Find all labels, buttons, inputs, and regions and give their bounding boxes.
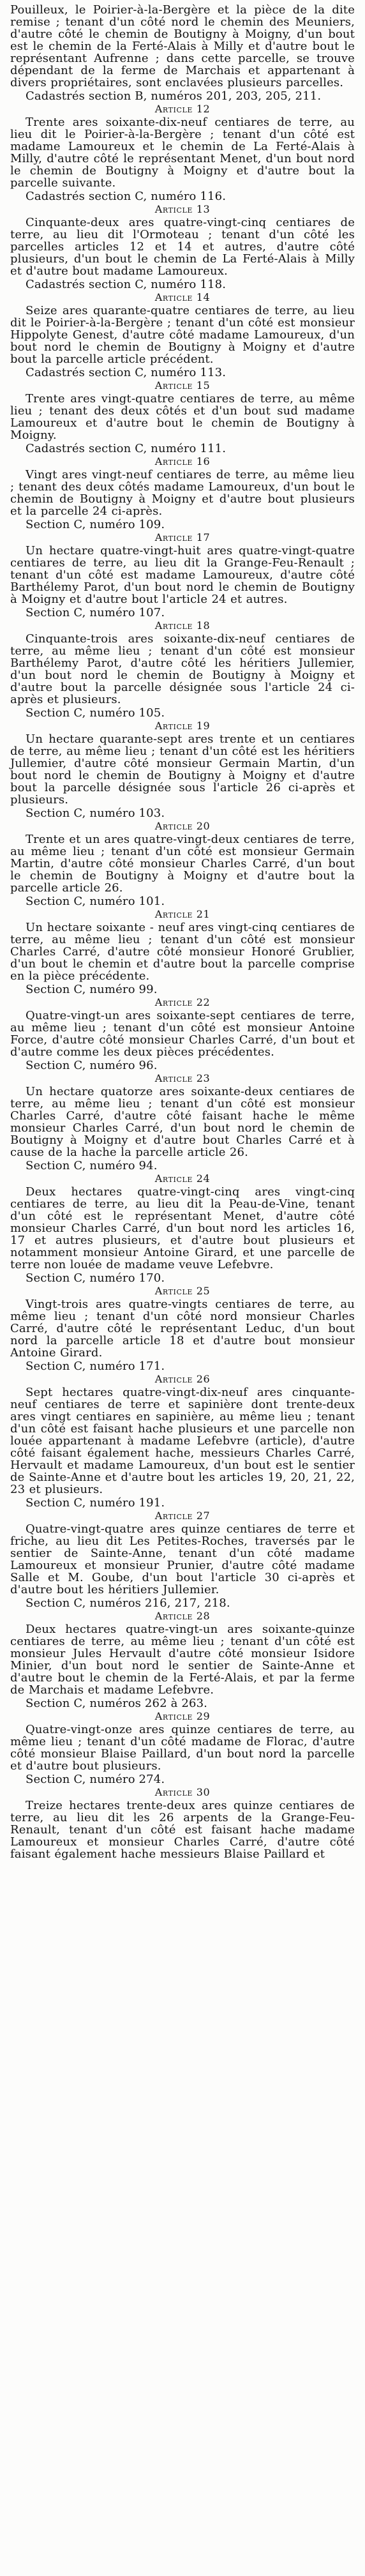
article-cadastre: Section C, numéro 274. — [26, 1773, 165, 1786]
article-24 — [10, 1173, 355, 1284]
article-heading-label: Article 27 — [154, 1510, 211, 1522]
article-paragraph: Cinquante-deux ares quatre-vingt-cinq centiares de terre, au lieu dit l'Ormoteau ; tenant d'un côté les parcelles articles 12 et 14 et autres, d'autre côté plusieurs, d'un bout le chemin de La Ferté-Alais à Milly et d'autre bout madame Lamoureux. — [10, 216, 355, 278]
article-paragraph: Treize hectares trente-deux ares quinze centiares de terre, au lieu dit les 26 arpents de la Grange-Feu-Renault, tenant d'un côté est faisant hache madame Lamoureux et monsieur Charles Carré, d'autre côté faisant également hache messieurs Blaise Paillard et — [10, 1799, 355, 1861]
article-cadastre: Section C, numéro 94. — [26, 1159, 158, 1172]
article-heading-label: Article 16 — [154, 455, 211, 467]
article-heading — [10, 1610, 355, 1622]
article-paragraph: Trente et un ares quatre-vingt-deux centiares de terre, au même lieu ; tenant d'un côté est monsieur Germain Martin, d'autre côté monsieur Charles Carré, d'un bout le chemin de Boutigny à Moigny et d'autre bout la parcelle article 26. — [10, 833, 355, 895]
article-heading-label: Article 12 — [154, 103, 211, 115]
article-heading-label: Article 20 — [154, 820, 211, 832]
article-25 — [10, 1285, 355, 1372]
article-heading-label: Article 28 — [154, 1610, 211, 1622]
article-heading — [10, 380, 355, 391]
article-heading — [10, 720, 355, 732]
article-cadastre: Section C, numéro 96. — [26, 1059, 158, 1072]
article-20 — [10, 821, 355, 907]
article-heading — [10, 821, 355, 832]
article-heading — [10, 103, 355, 115]
article-heading — [10, 1173, 355, 1185]
article-heading-label: Article 21 — [154, 908, 211, 920]
article-heading-label: Article 18 — [154, 619, 211, 632]
intro-cadastre: Cadastrés section B, numéros 201, 203, 205, 211. — [26, 89, 322, 103]
article-paragraph: Seize ares quarante-quatre centiares de terre, au lieu dit le Poirier-à-la-Bergère ; tenant d'un côté est monsieur Hippolyte Genest, d'autre côté madame Lamoureux, d'un bout nord le chemin de Boutigny à Moigny et d'autre bout la parcelle article précédent. — [10, 304, 355, 366]
article-paragraph: Vingt ares vingt-neuf centiares de terre, au même lieu ; tenant des deux côtés madame Lamoureux, d'un bout le chemin de Boutigny à Moigny et d'autre bout plusieurs et la parcelle 24 ci-après. — [10, 468, 355, 518]
article-heading-label: Article 14 — [154, 291, 211, 303]
article-heading — [10, 1073, 355, 1084]
article-paragraph: Un hectare quarante-sept ares trente et un centiares de terre, au même lieu ; tenant d'un côté est les héritiers Jullemier, d'autre côté monsieur Germain Martin, d'un bout nord le chemin de Boutigny à Moigny et d'autre bout la parcelle désignée sous l'article 26 ci-après et plusieurs. — [10, 732, 355, 807]
article-17 — [10, 532, 355, 619]
article-paragraph: Trente ares vingt-quatre centiares de terre, au même lieu ; tenant des deux côtés et d'un bout sud madame Lamoureux et d'autre bout le chemin de Boutigny à Moigny. — [10, 392, 355, 442]
article-cadastre: Section C, numéro 103. — [26, 807, 165, 820]
article-cadastre: Section C, numéro 170. — [26, 1271, 165, 1285]
article-paragraph: Cinquante-trois ares soixante-dix-neuf centiares de terre, au même lieu ; tenant d'un côté est monsieur Barthélemy Parot, d'autre côté les héritiers Jullemier, d'un bout nord le chemin de Boutigny à Moigny et d'autre bout la parcelle désignée sous l'article 24 ci-après et plusieurs. — [10, 632, 355, 706]
article-heading — [10, 1510, 355, 1522]
article-heading — [10, 909, 355, 920]
article-heading — [10, 532, 355, 543]
article-paragraph: Deux hectares quatre-vingt-cinq ares vingt-cinq centiares de terre, au lieu dit la Peau-de-Vine, tenant d'un côté est le représentant Menet, d'autre côté monsieur Charles Carré, d'un bout nord les articles 16, 17 et autres plusieurs, et d'autre bout plusieurs et notamment monsieur Antoine Girard, et une parcelle de terre non louée de madame veuve Lefebvre. — [10, 1185, 355, 1271]
article-paragraph: Trente ares soixante-dix-neuf centiares de terre, au lieu dit le Poirier-à-la-Bergère ; tenant d'un côté est madame Lamoureux et le chemin de La Ferté-Alais à Milly, d'autre côté le représentant Menet, d'un bout nord le chemin de Boutigny à Moigny et d'autre bout la parcelle suivante. — [10, 116, 355, 190]
article-heading — [10, 1374, 355, 1385]
article-heading — [10, 997, 355, 1008]
article-cadastre: Section C, numéro 99. — [26, 983, 158, 996]
article-heading-label: Article 24 — [154, 1172, 211, 1185]
article-heading — [10, 1711, 355, 1722]
article-heading-label: Article 30 — [154, 1786, 211, 1798]
article-28 — [10, 1610, 355, 1709]
article-paragraph: Un hectare quatre-vingt-huit ares quatre-vingt-quatre centiares de terre, au lieu dit la Grange-Feu-Renault ; tenant d'un côté est madame Lamoureux, d'autre côté Barthélemy Parot, d'un bout nord le chemin de Boutigny à Moigny et d'autre bout l'article 24 et autres. — [10, 544, 355, 606]
article-heading-label: Article 29 — [154, 1710, 211, 1722]
article-heading — [10, 204, 355, 215]
article-22 — [10, 997, 355, 1072]
article-heading — [10, 620, 355, 632]
article-cadastre: Section C, numéros 216, 217, 218. — [26, 1596, 230, 1610]
article-15 — [10, 380, 355, 455]
article-heading-label: Article 26 — [154, 1373, 211, 1385]
text-column — [10, 4, 355, 1860]
article-paragraph: Un hectare quatorze ares soixante-deux centiares de terre, au même lieu ; tenant d'un côté est monsieur Charles Carré, d'autre côté faisant hache le même monsieur Charles Carré, d'un bout nord le chemin de Boutigny à Moigny et d'autre bout Charles Carré et à cause de la hache la parcelle article 26. — [10, 1085, 355, 1159]
article-heading — [10, 1285, 355, 1297]
article-heading-label: Article 23 — [154, 1072, 211, 1084]
article-paragraph: Vingt-trois ares quatre-vingts centiares de terre, au même lieu ; tenant d'un côté nord monsieur Charles Carré, d'autre côté le représentant Leduc, d'un bout nord la parcelle article 18 et d'autre bout monsieur Antoine Girard. — [10, 1298, 355, 1360]
article-heading — [10, 292, 355, 303]
article-29 — [10, 1711, 355, 1785]
article-paragraph: Sept hectares quatre-vingt-dix-neuf ares cinquante-neuf centiares de terre et sapinière dont trente-deux ares vingt centiares en sapinière, au même lieu ; tenant d'un côté est faisant hache plusieurs et une parcelle non louée appartenant à madame Lefebvre (article), d'autre côté faisant également hache, messieurs Charles Carré, Hervault et madame Lamoureux, d'un bout est le sentier de Sainte-Anne et d'autre bout les articles 19, 20, 21, 22, 23 et plusieurs. — [10, 1386, 355, 1496]
article-cadastre: Section C, numéro 191. — [26, 1496, 165, 1510]
article-12 — [10, 103, 355, 202]
article-cadastre: Section C, numéro 101. — [26, 895, 165, 908]
article-cadastre: Section C, numéro 109. — [26, 518, 165, 531]
article-cadastre: Section C, numéro 171. — [26, 1360, 165, 1373]
article-paragraph: Quatre-vingt-quatre ares quinze centiares de terre et friche, au lieu dit Les Petites-Roches, traversés par le sentier de Sainte-Anne, tenant d'un côté madame Lamoureux et monsieur Prunier, d'autre côté madame Salle et M. Goube, d'un bout l'article 30 ci-après et d'autre bout les héritiers Jullemier. — [10, 1522, 355, 1596]
article-paragraph: Un hectare soixante - neuf ares vingt-cinq centiares de terre, au même lieu ; tenant d'un côté est monsieur Charles Carré, d'autre côté monsieur Honoré Grublier, d'un bout le chemin et d'autre bout la parcelle comprise en la pièce précédente. — [10, 921, 355, 983]
article-16 — [10, 456, 355, 531]
article-19 — [10, 720, 355, 819]
article-cadastre: Cadastrés section C, numéro 113. — [26, 366, 227, 379]
article-paragraph: Quatre-vingt-onze ares quinze centiares de terre, au même lieu ; tenant d'un côté madame de Florac, d'autre côté monsieur Blaise Paillard, d'un bout nord la parcelle et d'autre bout plusieurs. — [10, 1723, 355, 1773]
article-cadastre: Cadastrés section C, numéro 116. — [26, 190, 227, 203]
article-cadastre: Cadastrés section C, numéro 111. — [26, 442, 227, 455]
article-27 — [10, 1510, 355, 1609]
article-cadastre: Section C, numéros 262 à 263. — [26, 1697, 208, 1710]
article-heading — [10, 456, 355, 467]
article-heading-label: Article 19 — [154, 720, 211, 732]
article-heading-label: Article 25 — [154, 1285, 211, 1297]
article-14 — [10, 292, 355, 379]
article-cadastre: Section C, numéro 107. — [26, 606, 165, 619]
article-18 — [10, 620, 355, 719]
article-21 — [10, 909, 355, 996]
article-30 — [10, 1787, 355, 1860]
article-heading-label: Article 22 — [154, 996, 211, 1008]
article-heading-label: Article 15 — [154, 379, 211, 391]
article-26 — [10, 1374, 355, 1509]
article-13 — [10, 204, 355, 291]
article-cadastre: Section C, numéro 105. — [26, 706, 165, 720]
article-23 — [10, 1073, 355, 1172]
intro-paragraph: Pouilleux, le Poirier-à-la-Bergère et la pièce de la dite remise ; tenant d'un côté nord le chemin des Meuniers, d'autre côté le chemin de Boutigny à Moigny, d'un bout est le chemin de la Ferté-Alais à Milly et d'autre bout le représentant Aufrenne ; dans cette parcelle, se trouve dépendant de la ferme de Marchais et appartenant à divers propriétaires, sont enclavées plusieurs parcelles. — [10, 3, 355, 89]
article-paragraph: Quatre-vingt-un ares soixante-sept centiares de terre, au même lieu ; tenant d'un côté est monsieur Antoine Force, d'autre côté monsieur Charles Carré, d'un bout et d'autre comme les deux pièces précédentes. — [10, 1009, 355, 1059]
article-heading-label: Article 13 — [154, 203, 211, 215]
article-cadastre: Cadastrés section C, numéro 118. — [26, 278, 227, 291]
article-heading-label: Article 17 — [154, 531, 211, 543]
article-heading — [10, 1787, 355, 1798]
article-paragraph: Deux hectares quatre-vingt-un ares soixante-quinze centiares de terre, au même lieu ; tenant d'un côté est monsieur Jules Hervault d'autre côté monsieur Isidore Minier, d'un bout nord le sentier de Sainte-Anne et d'autre bout le chemin de la Ferté-Alais, et par la ferme de Marchais et madame Lefebvre. — [10, 1623, 355, 1697]
